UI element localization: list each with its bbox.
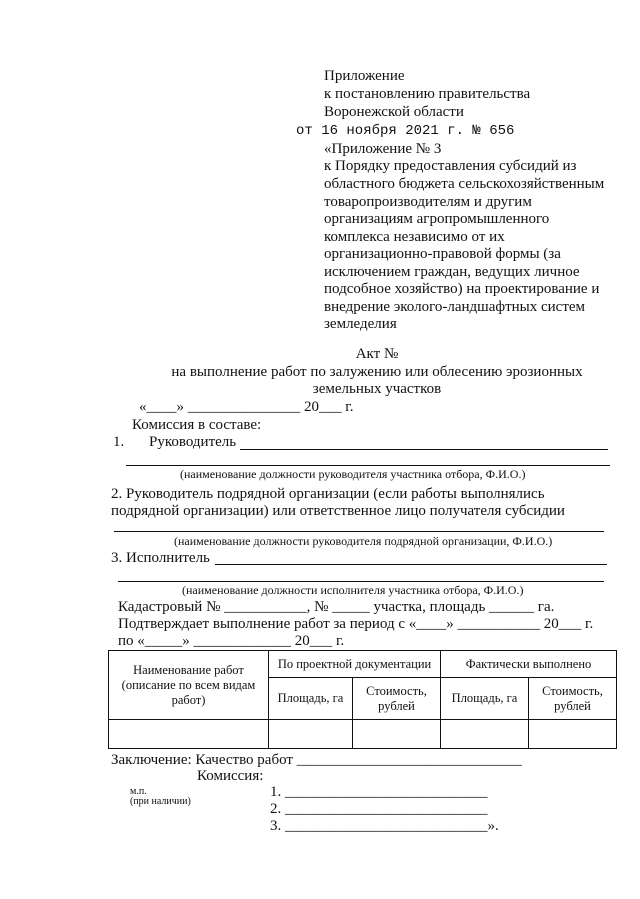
stamp-label: м.п. — [130, 786, 147, 797]
confirm-line: Подтверждает выполнение работ за период с «____» ___________ 20___ г. — [118, 616, 594, 632]
item-3-label: 3. Исполнитель — [111, 550, 210, 566]
act-date: «____» _______________ 20___ г. — [139, 399, 354, 415]
commission-heading: Комиссия в составе: — [132, 417, 262, 433]
header-line-2: к постановлению правительства — [324, 86, 531, 102]
appendix-line: организационно-правовой формы (за — [324, 246, 561, 262]
table-cell — [529, 720, 617, 749]
item-1-caption: (наименование должности руководителя участника отбора, Ф.И.О.) — [180, 467, 526, 481]
table-cell — [441, 720, 529, 749]
item-2-line — [114, 531, 604, 532]
project-area-header: Площадь, га — [269, 678, 353, 720]
signature-line-2: 2. ___________________________ — [270, 801, 488, 817]
appendix-line: комплекса независимо от их — [324, 229, 505, 245]
item-2-line-2: подрядной организации) или ответственное лицо получателя субсидии — [111, 503, 565, 519]
col-actual-header: Фактически выполнено — [441, 651, 617, 678]
item-1-line-2 — [126, 465, 610, 466]
actual-area-header: Площадь, га — [441, 678, 529, 720]
stamp-note: (при наличии) — [130, 796, 191, 807]
appendix-line: исключением граждан, ведущих личное — [324, 264, 580, 280]
col-project-header: По проектной документации — [269, 651, 441, 678]
works-table — [108, 650, 617, 749]
until-line: по «_____» _____________ 20___ г. — [118, 633, 345, 649]
item-3-line — [215, 564, 607, 565]
signature-line-1: 1. ___________________________ — [270, 784, 488, 800]
table-cell — [269, 720, 353, 749]
header-date: от 16 ноября 2021 г. № 656 — [296, 123, 515, 139]
appendix-line: к Порядку предоставления субсидий из — [324, 158, 577, 174]
header-line-1: Приложение — [324, 68, 405, 84]
conclusion-line: Заключение: Качество работ ______________________________ — [111, 752, 522, 768]
item-1-line — [240, 449, 608, 450]
item-1-number: 1. — [113, 434, 125, 450]
actual-cost-header: Стоимость, рублей — [529, 678, 617, 720]
appendix-line: подсобное хозяйство) на проектирование и — [324, 281, 600, 297]
item-2-caption: (наименование должности руководителя подрядной организации, Ф.И.О.) — [174, 534, 553, 548]
act-subtitle: на выполнение работ по залужению или облесению эрозионных — [171, 364, 583, 380]
item-2-line-1: 2. Руководитель подрядной организации (если работы выполнялись — [111, 486, 545, 502]
table-cell — [109, 720, 269, 749]
appendix-line: организациям агропромышленного — [324, 211, 550, 227]
cadastral-line: Кадастровый № ___________, № _____ участка, площадь ______ га. — [118, 599, 555, 615]
signature-line-3: 3. ___________________________». — [270, 818, 499, 834]
appendix-line: «Приложение № 3 — [324, 141, 442, 157]
commission-label: Комиссия: — [197, 768, 264, 784]
act-subtitle-2: земельных участков — [312, 381, 442, 397]
header-line-3: Воронежской области — [324, 104, 464, 120]
item-1-label: Руководитель — [149, 434, 237, 450]
project-cost-header: Стоимость, рублей — [353, 678, 441, 720]
appendix-line: внедрение эколого-ландшафтных систем — [324, 299, 586, 315]
act-title: Акт № — [355, 346, 399, 362]
item-3-caption: (наименование должности исполнителя участника отбора, Ф.И.О.) — [182, 583, 524, 597]
appendix-line: товаропроизводителям и другим — [324, 194, 532, 210]
appendix-line: земледелия — [324, 316, 397, 332]
item-3-line-2 — [118, 581, 604, 582]
col-works-header: Наименование работ (описание по всем видам работ) — [109, 651, 269, 720]
appendix-line: областного бюджета сельскохозяйственным — [324, 176, 605, 192]
table-cell — [353, 720, 441, 749]
